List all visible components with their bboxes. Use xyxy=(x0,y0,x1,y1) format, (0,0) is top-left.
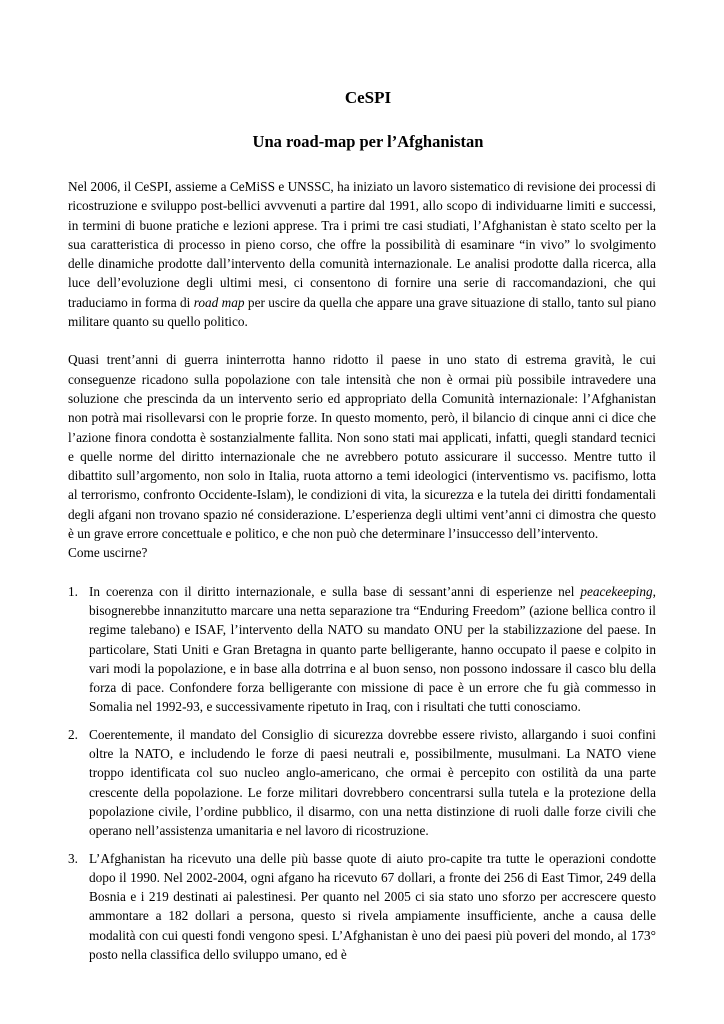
list-item-number: 1. xyxy=(68,583,78,599)
rec1-text-part2: , bisognerebbe innanzitutto marcare una netta separazione tra “Enduring Freedom” (azione bellica contro il regime talebano) e ISAF, l’intervento della NATO su mandato ONU per la stabilizzazione del paese. In particolare, Stati Uniti e Gran Bretagna in quanto parte belligerante, hanno occupato il paese e colpito in vari modi la popolazione, e in base alla dotrrina e al buon senso, non possono indossare il casco blu della forza di pace. Confondere forza belligerante con missione di pace è un errore che fu già commesso in Somalia nel 1992-93, e successivamente ripetuto in Iraq, con i risultati che tutti conosciamo. xyxy=(89,583,656,715)
intro-text-part2: per uscire da quella che appare una grave situazione di stallo, tanto sul piano militare quanto su quello politico. xyxy=(68,294,656,330)
context-paragraph: Quasi trent’anni di guerra ininterrotta hanno ridotto il paese in uno stato di estrema gravità, le cui conseguenze ricadono sulla popolazione con tale intensità che non è ormai più possibile intravedere una soluzione che prescinda da un intervento serio ed appropriato della Comunità internazionale: l’Afghanistan non potrà mai risollevarsi con le proprie forze. In questo momento, però, il bilancio di cinque anni ci dice che l’azione finora condotta è sostanzialmente fallita. Non sono stati mai applicati, infatti, quegli standard tecnici e quelle norme del diritto internazionale che ne avrebbero potuto assicurare il successo. Mentre tutto il dibattito sull’argomento, non solo in Italia, ruota attorno a temi ideologici (interventismo vs. pacifismo, lotta al terrorismo, confronto Occidente-Islam), le condizioni di vita, la sicurezza e la tutela dei diritti fondamentali degli afgani non trovano spazio né considerazione. L’esperienza degli ultimi vent’anni ci dimostra che questo è un grave errore concettuale e politico, e che non può che determinare l’insuccesso dell’intervento. xyxy=(68,352,656,542)
question-line: Come uscirne? xyxy=(68,545,148,561)
list-item-number: 3. xyxy=(68,850,78,866)
document-title: Una road-map per l’Afghanistan xyxy=(252,132,484,151)
intro-paragraph xyxy=(68,177,656,331)
document-page xyxy=(68,86,656,972)
list-item-number: 2. xyxy=(68,726,78,742)
list-item-text: L’Afghanistan ha ricevuto una delle più basse quote di aiuto pro-capite tra tutte le operazioni condotte dopo il 1990. Nel 2002-2004, ogni afgano ha ricevuto 67 dollari, a fronte dei 256 di East Timor, 249 della Bosnia e i 219 destinati ai palestinesi. Per quanto nel 2005 ci sia stato uno sforzo per accrescere questo ammontare a 182 dollari a persona, questo si rivela ampiamente insufficiente, anche a causa delle modalità con cui questi fondi vengono spesi. L’Afghanistan è uno dei paesi più poveri del mondo, al 173° posto nella classifica dello sviluppo umano, ed è xyxy=(89,850,656,962)
organization-heading: CeSPI xyxy=(344,88,392,107)
list-item-text xyxy=(89,582,656,717)
rec1-text-part1: In coerenza con il diritto internazionale, e sulla base di sessant’anni di esperienze nel xyxy=(89,583,581,599)
list-item xyxy=(68,582,656,717)
list-item xyxy=(68,849,656,965)
intro-text-part1: Nel 2006, il CeSPI, assieme a CeMiSS e UNSSC, ha iniziato un lavoro sistematico di revisione dei processi di ricostruzione e sviluppo post-bellici avvvenuti a partire dal 1991, allo scopo di individuarne limiti e successi, in termini di buone pratiche e lezioni apprese. Tra i primi tre casi studiati, l’Afghanistan è stato scelto per la sua caratteristica di processo in pieno corso, che offre la possibilità di esaminare “in vivo” lo svolgimento delle dinamiche prodotte dall’intervento della comunità internazionale. Le analisi prodotte dalla ricerca, alla luce dell’evoluzione degli ultimi mesi, ci consentono di fornire una serie di raccomandazioni, che qui traduciamo in forma di xyxy=(68,179,656,310)
intro-italic-term: road map xyxy=(193,294,245,310)
list-item xyxy=(68,725,656,841)
rec1-italic-term: peacekeeping xyxy=(580,583,653,599)
recommendations-list xyxy=(68,582,656,965)
list-item-text: Coerentemente, il mandato del Consiglio di sicurezza dovrebbe essere rivisto, allargando i suoi confini oltre la NATO, e includendo le forze di paesi neutrali e, possibilmente, musulmani. La NATO viene troppo identificata col suo nucleo anglo-americano, che ormai è percepito con ostilità da una parte crescente della popolazione. Le forze militari dovrebbero concentrarsi sulla tutela e la protezione della popolazione civile, l’ordine pubblico, il disarmo, con una netta distinzione di ruoli dalle forze civili che operano nell’assistenza umanitaria e nel lavoro di ricostruzione. xyxy=(89,726,656,839)
